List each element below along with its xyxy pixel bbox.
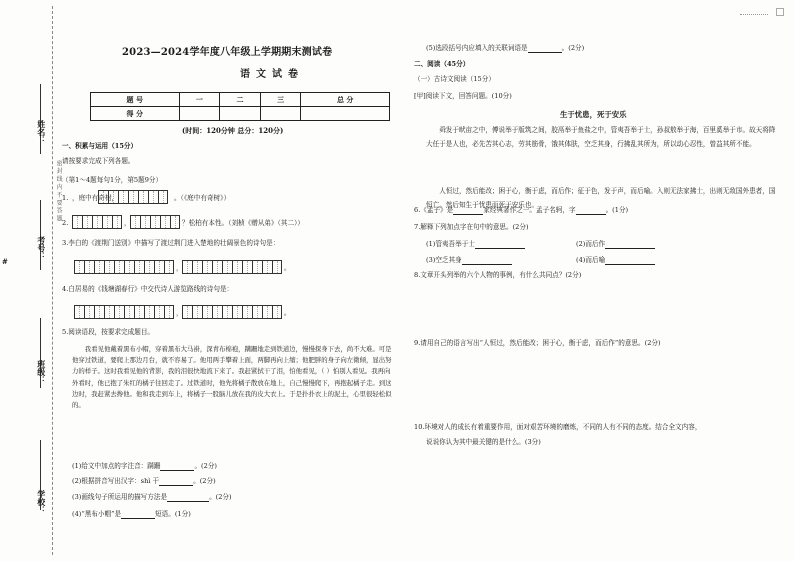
q5-sub4-tail: 短语。(1分) xyxy=(155,510,191,518)
reading-passage: 我看见他戴着黑布小帽，穿着黑布大马褂，深青布棉袍，蹒跚地走到铁道边，慢慢探身下去，尚不大难。可是他穿过铁道，要爬上那边月台，就不容易了。他用两手攀着上面，两脚再向上缩；他肥胖的身子向左微倾，显出努力的样子。这时我看见他的背影，我的泪很快地流下来了。我赶紧拭干了泪，怕他看见，（ ）怕别人看见。我再向外看时，他已抱了朱红的橘子往回走了。过铁道时，他先将橘子散放在地上，自己慢慢爬下，再抱起橘子走。到这边时，我赶紧去搀他。他和我走到车上，将橘子一股脑儿放在我的皮大衣上。于是扑扑衣上的泥土，心里很轻松似的。 xyxy=(72,345,392,410)
q7-item-4 xyxy=(576,256,655,265)
section2-heading: 二、阅读（45分） xyxy=(414,60,470,68)
q2-answer-grid-1[interactable] xyxy=(72,215,122,229)
q10-text-line-1: 10.环境对人的成长有着重要作用，面对艰苦环境的磨炼，不同的人有不同的态度。结合全文内容， xyxy=(414,423,702,431)
q5-sub3-blank[interactable] xyxy=(167,494,209,502)
q6-mid: 家经典著作之一。孟子名轲，字 xyxy=(483,206,576,214)
essay-paragraph-2: 人恒过，然后能改；困于心，衡于虑，而后作；征于色，发于声，而后喻。入则无法家拂士，出则无敌国外患者，国恒亡。然后知生于忧患而死于安乐也。 xyxy=(426,187,776,209)
q7-text: 7.解释下列加点字在句中的意思。(2分) xyxy=(414,223,529,231)
q5-text: 5.阅读语段，按要求完成题目。 xyxy=(62,328,155,336)
score-cell: 一 xyxy=(179,93,220,107)
exam-no-label: 考号： xyxy=(36,236,47,260)
exam-subtitle: 语文试卷 xyxy=(240,69,304,80)
q5-sub2 xyxy=(72,477,216,486)
q5-sub4 xyxy=(72,510,191,519)
q3-comma: ， xyxy=(176,264,183,272)
score-table-score-row xyxy=(91,107,390,121)
q2-number: 2. xyxy=(62,219,69,227)
score-cell: 题 号 xyxy=(91,93,180,107)
class-label: 班级： xyxy=(36,360,47,384)
gutter-mark: # xyxy=(2,257,8,266)
q5-sub2-text: (2)根据拼音写出汉字：shì 干 xyxy=(72,477,160,485)
q9-answer-area[interactable] xyxy=(422,352,772,412)
seal-text: 密 封 线 内 不 要 答 题 xyxy=(55,160,63,222)
q2-tail: ？松柏有本性。（刘桢《赠从弟》（其二）） xyxy=(182,219,304,227)
q4-comma: ， xyxy=(176,309,183,317)
q3-text: 3.李白的《渡荆门送别》中描写了渡过荆门进入楚地的壮阔景色的诗句是： xyxy=(62,239,280,247)
q6 xyxy=(414,206,628,215)
school-label: 学校： xyxy=(36,490,47,514)
left-column xyxy=(62,0,402,561)
q3-answer-grid-1[interactable] xyxy=(74,260,174,274)
score-cell: 总 分 xyxy=(301,93,390,107)
q4-answer-grid-2[interactable] xyxy=(182,305,282,319)
q4-answer-grid-1[interactable] xyxy=(74,305,174,319)
binding-gutter xyxy=(0,0,63,561)
q5-sub5-text: (5)选段括号内应填入的关联词语是 xyxy=(426,44,528,52)
q2-answer-grid-2[interactable] xyxy=(130,215,180,229)
seal-line xyxy=(52,6,53,555)
q5-sub5-blank[interactable] xyxy=(528,45,562,53)
q4-text: 4.白居易的《钱塘湖春行》中交代诗人游览路线的诗句是： xyxy=(62,285,234,293)
q7-item-1-text: (1)管夷吾举于士 xyxy=(426,240,475,248)
score-cell: 得 分 xyxy=(91,107,180,121)
q9-text: 9.请用自己的语言写出“人恒过，然后能改；困于心，衡于虑，而后作”的意思。(2分) xyxy=(414,339,661,347)
exam-title: 2023—2024学年度八年级上学期期末测试卷 xyxy=(122,47,333,58)
q7-item-3 xyxy=(426,256,512,265)
score-cell[interactable] xyxy=(301,107,390,121)
q8-text: 8.文章开头列举的六个人物的事例，有什么共同点？(2分) xyxy=(414,271,582,279)
q7-item-1 xyxy=(426,240,525,249)
score-cell: 二 xyxy=(220,93,261,107)
q1-text: ，庭中有奇树， xyxy=(72,194,119,202)
essay-title: 生于忧患，死于安乐 xyxy=(560,110,627,119)
section1-note: （第1～4题每句1分，第5题9分） xyxy=(62,176,163,184)
right-column xyxy=(412,0,784,561)
q1-number: 1. xyxy=(62,194,69,202)
q5-sub2-tail: 。(2分) xyxy=(193,477,216,485)
q6-blank-1[interactable] xyxy=(453,207,483,215)
q6-tail: 。(1分) xyxy=(605,206,629,214)
q5-sub1 xyxy=(72,462,217,471)
q5-sub3-tail: 。(2分) xyxy=(209,493,232,501)
q1-tail: 。（《庭中有奇树》） xyxy=(174,194,231,202)
section1-instruction: 请按要求完成下列各题。 xyxy=(62,157,135,165)
jia-heading: [甲]阅读下文，回答问题。(10分) xyxy=(414,92,512,100)
q6-text: 6.《孟子》是 xyxy=(414,206,454,214)
score-cell: 三 xyxy=(260,93,301,107)
section1-heading: 一、积累与运用（15分） xyxy=(62,142,138,150)
q5-sub3 xyxy=(72,493,232,502)
q2-comma: ， xyxy=(124,219,131,227)
q5-sub3-text: (3)画线句子所运用的描写方法是 xyxy=(72,493,168,501)
q7-item-4-blank[interactable] xyxy=(605,257,655,265)
q8-answer-area[interactable] xyxy=(422,284,772,334)
q5-sub1-text: (1)给文中加点的字注音：蹒跚 xyxy=(72,462,161,470)
part1-heading: （一）古诗文阅读（15分） xyxy=(414,75,495,83)
q10-answer-area[interactable] xyxy=(422,452,772,542)
q4-period: 。 xyxy=(284,309,291,317)
score-table xyxy=(90,92,390,121)
q5-sub5 xyxy=(426,44,584,53)
q5-sub2-blank[interactable] xyxy=(159,478,193,486)
q1-answer-grid[interactable] xyxy=(98,190,168,204)
q10-text-line-2: 说说你认为其中最关键的是什么。(3分) xyxy=(426,438,541,446)
score-cell[interactable] xyxy=(179,107,220,121)
q5-sub5-tail: 。(2分) xyxy=(561,44,585,52)
q3-answer-grid-2[interactable] xyxy=(182,260,282,274)
q5-sub4-text: (4)“黑布小帽”是 xyxy=(72,510,122,518)
q5-sub1-blank[interactable] xyxy=(160,463,194,471)
score-table-header-row xyxy=(91,93,390,107)
q5-sub1-tail: 。(2分) xyxy=(194,462,217,470)
score-cell[interactable] xyxy=(260,107,301,121)
q5-sub4-blank[interactable] xyxy=(121,511,155,519)
exam-meta: (时间：120分钟 总分：120分) xyxy=(182,126,284,135)
q7-item-3-blank[interactable] xyxy=(462,257,512,265)
q7-item-2 xyxy=(576,240,655,249)
name-label: 姓名： xyxy=(36,120,47,144)
q7-item-4-text: (4)而后喻 xyxy=(576,256,606,264)
essay-paragraph-1: 舜发于畎亩之中，傅说举于版筑之间，胶鬲举于鱼盐之中，管夷吾举于士，孙叔敖举于海，百里奚举于市。故天将降大任于是人也，必先苦其心志，劳其筋骨，饿其体肤，空乏其身，行拂乱其所为，所以动心忍性，曾益其所不能。 xyxy=(426,126,776,148)
score-cell[interactable] xyxy=(220,107,261,121)
q7-item-1-blank[interactable] xyxy=(475,241,525,249)
q6-blank-2[interactable] xyxy=(576,207,606,215)
q7-item-2-text: (2)而后作 xyxy=(576,240,606,248)
q3-period: 。 xyxy=(284,264,291,272)
q7-item-2-blank[interactable] xyxy=(605,241,655,249)
q7-item-3-text: (3)空乏其身 xyxy=(426,256,462,264)
